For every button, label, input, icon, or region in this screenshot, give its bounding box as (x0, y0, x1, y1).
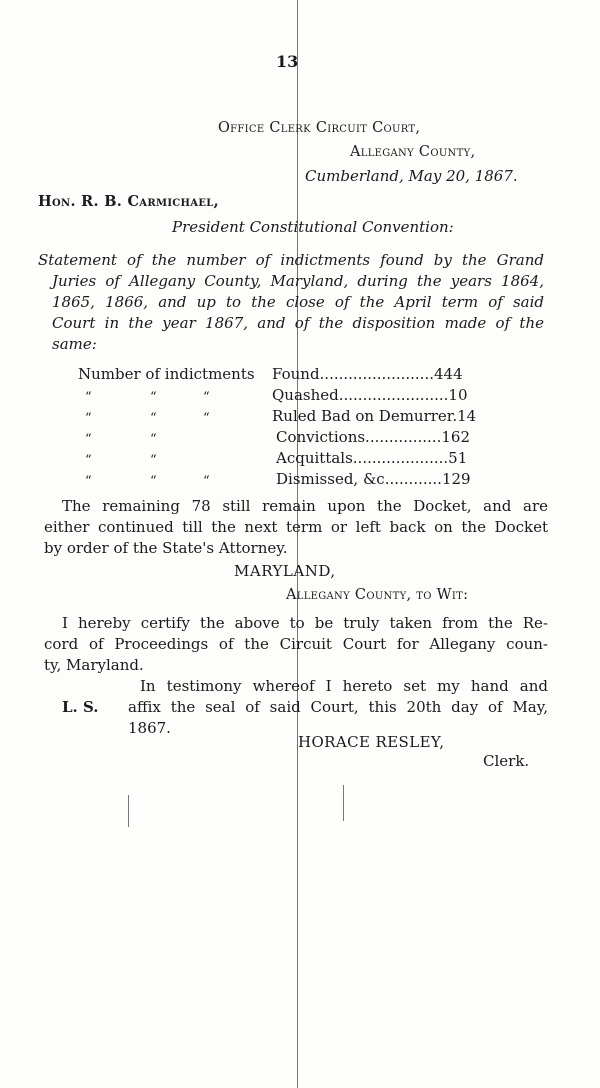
row-label: Ruled Bad on Demurrer. (272, 407, 458, 425)
row-label: Quashed....................... (272, 386, 449, 404)
row-label: Dismissed, &c............ (276, 470, 442, 488)
ditto-marks: “ “ (85, 432, 157, 447)
statement-line: same: (52, 335, 97, 353)
seal-label: L. S. (62, 698, 99, 716)
county-to-wit: Allegany County, to Wit: (286, 587, 469, 603)
row-value: 129 (441, 470, 471, 488)
scan-mark (343, 785, 344, 821)
statement-line: 1865, 1866, and up to the close of the April term of said (52, 293, 544, 311)
place-date: Cumberland, May 20, 1867. (305, 167, 518, 185)
signature-name: HORACE RESLEY, (298, 733, 445, 751)
table-row (276, 449, 512, 467)
table-row (272, 386, 512, 404)
row-label: Convictions................ (276, 428, 442, 446)
remaining-line: The remaining 78 still remain upon the Docket, and are (62, 497, 548, 515)
table-row (272, 365, 512, 383)
testimony-line: 1867. (128, 719, 171, 737)
state-heading: MARYLAND, (234, 562, 336, 580)
table-lead: Number of indictments (78, 365, 255, 383)
row-value: 10 (448, 386, 468, 404)
certify-line: cord of Proceedings of the Circuit Court for Allegany coun- (44, 635, 548, 653)
certify-line: ty, Maryland. (44, 656, 144, 674)
statement-line: Court in the year 1867, and of the disposition made of the (52, 314, 544, 332)
addressee-name: Hon. R. B. Carmichael, (38, 193, 219, 210)
table-row (276, 470, 512, 488)
row-value: 162 (441, 428, 470, 446)
testimony-line: affix the seal of said Court, this 20th day of May, (128, 698, 548, 716)
row-label: Found........................ (272, 365, 434, 383)
ditto-marks: “ “ “ (85, 411, 210, 426)
testimony-line: In testimony whereof I hereto set my hand and (140, 677, 548, 695)
row-value: 14 (457, 407, 477, 425)
row-label: Acquittals.................... (276, 449, 449, 467)
remaining-line: either continued till the next term or left back on the Docket (44, 518, 548, 536)
table-row (78, 365, 255, 383)
scan-mark (128, 795, 129, 827)
office-line-2: Allegany County, (350, 144, 476, 160)
remaining-line: by order of the State's Attorney. (44, 539, 288, 557)
office-line-1: Office Clerk Circuit Court, (218, 120, 421, 136)
ditto-marks: “ “ “ (85, 390, 210, 405)
ditto-marks: “ “ “ (85, 474, 210, 489)
statement-line: Juries of Allegany County, Maryland, during the years 1864, (52, 272, 544, 290)
statement-line: Statement of the number of indictments found by the Grand (38, 251, 544, 269)
table-row (276, 428, 512, 446)
addressee-title: President Constitutional Convention: (172, 218, 454, 236)
certify-line: I hereby certify the above to be truly taken from the Re- (62, 614, 548, 632)
page-fold-line (297, 0, 298, 1088)
row-value: 51 (448, 449, 468, 467)
row-value: 444 (433, 365, 463, 383)
ditto-marks: “ “ (85, 453, 157, 468)
page-number: 13 (276, 52, 299, 71)
signature-title: Clerk. (483, 752, 530, 770)
table-row (272, 407, 512, 425)
